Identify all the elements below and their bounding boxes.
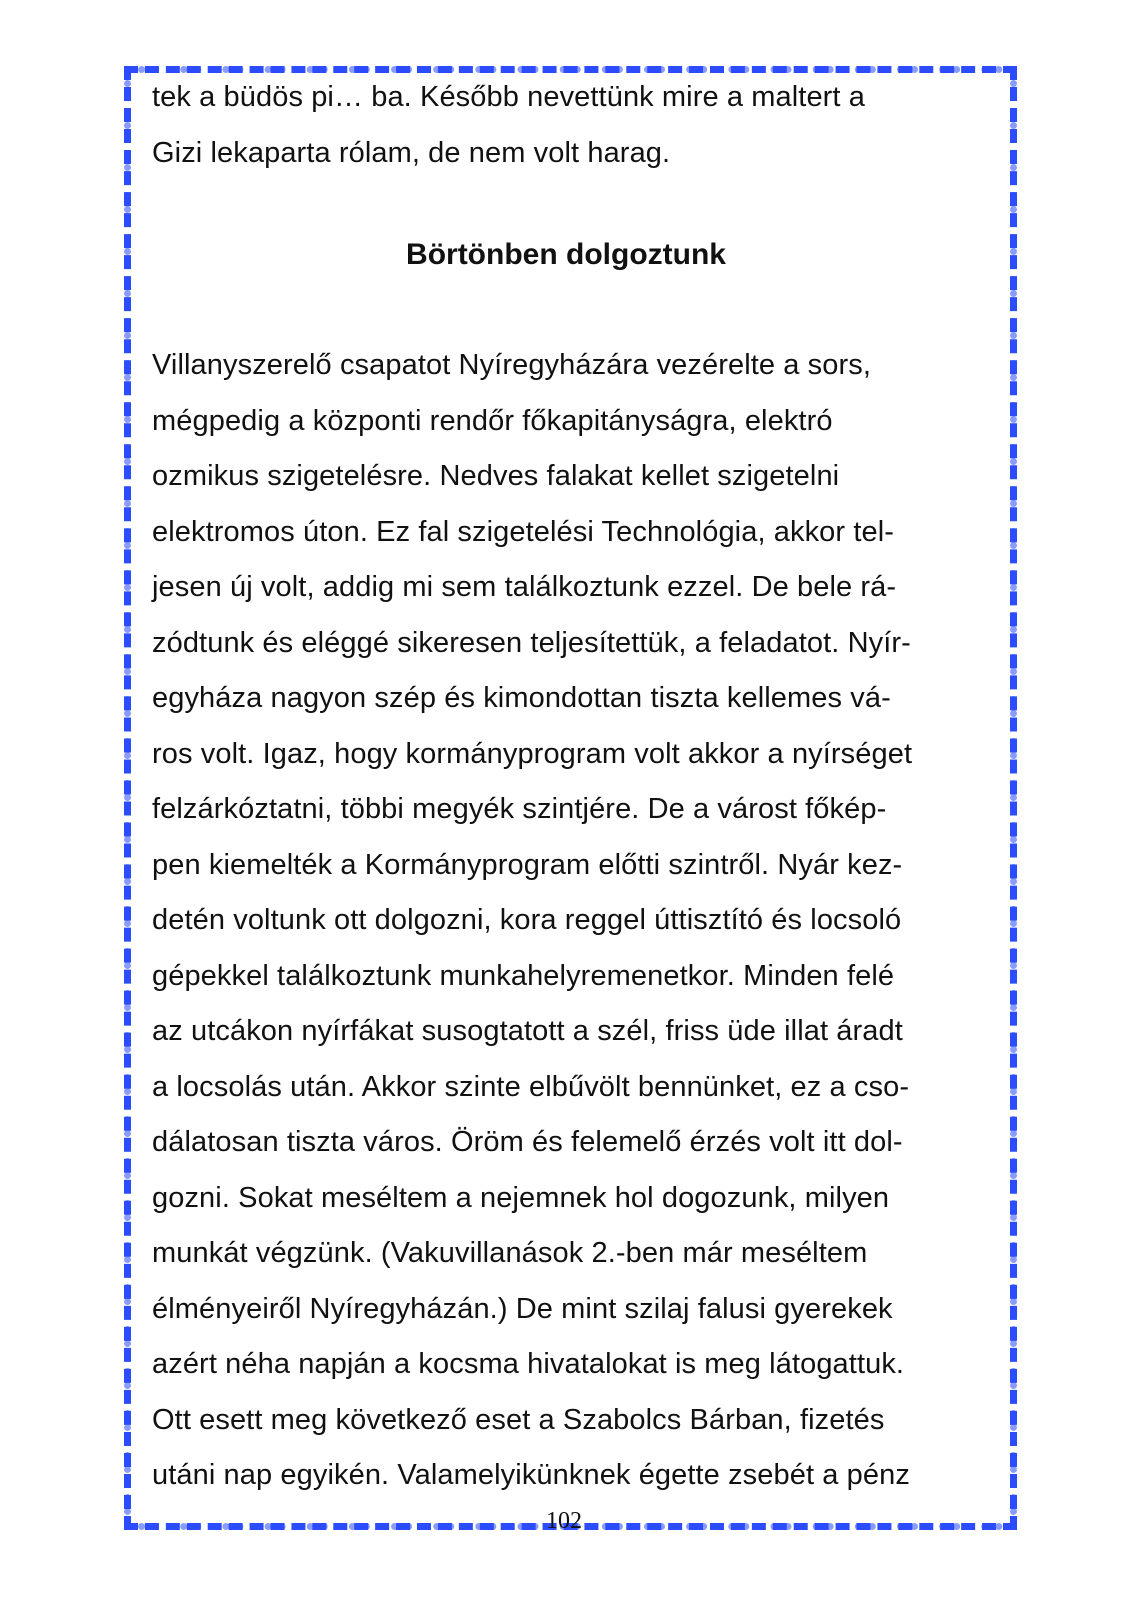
text-line: pen kiemelték a Kormányprogram előtti szintről. Nyár kez- xyxy=(152,848,903,881)
text-line: az utcákon nyírfákat susogtatott a szél, friss üde illat áradt xyxy=(152,1015,903,1047)
text-line: tek a büdös pi… ba. Később nevettünk mire a maltert a xyxy=(152,81,865,113)
text-line: munkát végzünk. (Vakuvillanások 2.-ben már meséltem xyxy=(152,1237,868,1269)
text-line: mégpedig a központi rendőr főkapitányságra, elektró xyxy=(152,404,833,437)
text-line: a locsolás után. Akkor szinte elbűvölt bennünket, ez a cso- xyxy=(152,1070,910,1103)
text-line: Villanyszerelő csapatot Nyíregyházára vezérelte a sors, xyxy=(152,349,872,381)
text-line: ros volt. Igaz, hogy kormányprogram volt akkor a nyírséget xyxy=(152,737,913,770)
text-line: azért néha napján a kocsma hivatalokat is meg látogattuk. xyxy=(152,1348,905,1380)
text-line: utáni nap egyikén. Valamelyikünknek égette zsebét a pénz xyxy=(152,1459,910,1491)
text-line: élményeiről Nyíregyházán.) De mint szilaj falusi gyerekek xyxy=(152,1292,893,1325)
top-paragraph xyxy=(152,70,992,181)
text-line: felzárkóztatni, többi megyék szintjére. De a várost főkép- xyxy=(152,793,887,825)
text-line: jesen új volt, addig mi sem találkoztunk ezzel. De bele rá- xyxy=(152,571,897,603)
body-paragraph xyxy=(152,338,992,1504)
text-line: Gizi lekaparta rólam, de nem volt harag. xyxy=(152,136,671,169)
text-line: egyháza nagyon szép és kimondottan tiszta kellemes vá- xyxy=(152,682,891,714)
text-line: gépekkel találkoztunk munkahelyremenetkor. Minden felé xyxy=(152,959,895,992)
text-line: gozni. Sokat meséltem a nejemnek hol dogozunk, milyen xyxy=(152,1181,890,1214)
text-line: Ott esett meg következő eset a Szabolcs Bárban, fizetés xyxy=(152,1403,885,1436)
page-number: 102 xyxy=(546,1508,582,1534)
text-line: dálatosan tiszta város. Öröm és felemelő érzés volt itt dol- xyxy=(152,1126,903,1158)
section-heading: Börtönben dolgoztunk xyxy=(406,238,726,271)
text-line: ozmikus szigetelésre. Nedves falakat kellet szigetelni xyxy=(152,460,840,492)
text-line: zódtunk és eléggé sikeresen teljesítettük, a feladatot. Nyír- xyxy=(152,626,911,659)
text-line: detén voltunk ott dolgozni, kora reggel úttisztító és locsoló xyxy=(152,904,902,936)
text-line: elektromos úton. Ez fal szigetelési Technológia, akkor tel- xyxy=(152,515,895,548)
